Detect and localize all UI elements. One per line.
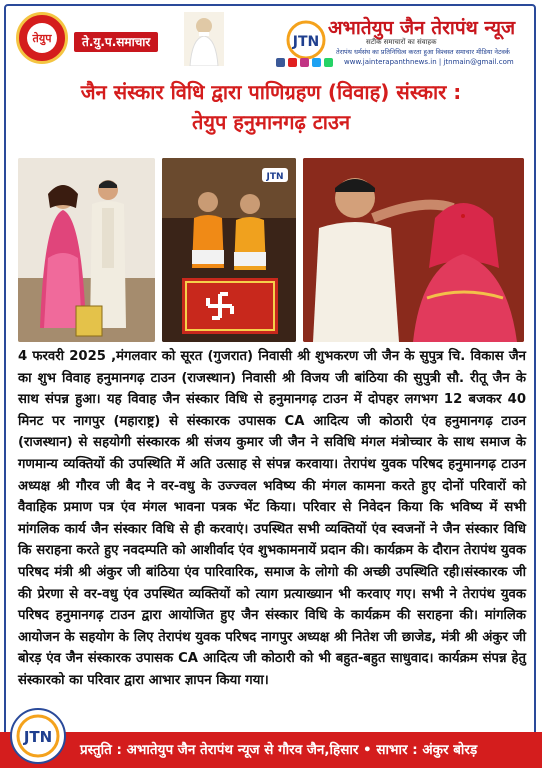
header <box>6 6 536 72</box>
photo-watermark: JTN <box>266 172 284 182</box>
footer-logo-text: JTN <box>23 728 53 746</box>
article-body: 4 फरवरी 2025 ,मंगलवार को सूरत (गुजरात) निवासी श्री शुभकरण जी जैन के सुपुत्र चि. विकास जैन का शुभ विवाह हनुमानगढ़ टाउन (राजस्थान) निवासी श्री विजय जी बांठिया की सुपुत्री सौ. रीतू जैन के साथ संपन्न हुआ। यह विवाह जैन संस्कार विधि से हनुमानगढ़ टाउन में दोपहर लगभग 12 बजकर 40 मिनट पर नागपुर (महाराष्ट्र) से संस्कारक उपासक CA आदित्य जी कोठारी एंव हनुमानगढ़ टाउन (राजस्थान) से सहयोगी संस्कारक श्री संजय कुमार जी जैन ने सविधि मंगल मंत्रोच्चार के साथ समाज के गणमान्य व्यक्तियों की उपस्थिति में अति उत्साह से संपन्न करवाया। तेरापंथ युवक परिषद हनुमानगढ़ टाउन अध्यक्ष श्री गौरव जी बैद ने वर-वधु के उज्ज्वल भविष्य की मंगल कामना करते हुए दोनों परिवारों को वैवाहिक प्रमाण पत्र एंव मंगल भावना पत्रक भेंट किया। परिवार से निवेदन किया कि भविष्य में सभी मांगलिक कार्य जैन संस्कार विधि से ही करवाएं। उपस्थित सभी व्यक्तियों एंव स्वजनों ने जैन संस्कार विधि कि सराहना करते हुए नवदम्पति को आशीर्वाद एंव शुभकामनायें प्रदान की। कार्यक्रम के दौरान तेरापंथ युवक परिषद मंत्री श्री अंकुर जी बांठिया एंव पारिवारिक, समाज के लोगो की अच्छी उपस्थिति रही।संस्कारक जी की प्रेरणा से वर-वधु एंव उपस्थित व्यक्तियों को त्याग प्रत्याख्यान भी करवाए गए। सभी ने तेरापंथ युवक परिषद हनुमानगढ़ टाउन द्वारा आयोजित हुए जैन संस्कार विधि के कार्यक्रम की सराहना की। मांगलिक आयोजन के सहयोग के लिए तेरापंथ युवक परिषद नागपुर अध्यक्ष श्री नितेश जी छाजेड, मंत्री श्री अंकुर जी बोरड़ एंव जैन संस्कारक उपासक CA आदित्य जी कोठारी को भी बहुत-बहुत साधुवाद। कार्यक्रम संपन्न हेतु संस्कारको का परिवार द्वारा आभार ज्ञापन किया गया। <box>18 349 526 688</box>
saint-portrait-icon <box>184 12 224 66</box>
ty-logo-text: तेयुप <box>27 23 57 53</box>
brand-title: अभातेयुप जैन तेरापंथ न्यूज <box>328 17 516 39</box>
jtn-logo <box>286 20 326 60</box>
whatsapp-icon[interactable] <box>324 58 333 67</box>
footer-credit: प्रस्तुति : अभातेयुप जैन तेरापंथ न्यूज से गौरव जैन,हिसार • साभार : अंकुर बोरड़ <box>80 742 478 758</box>
brand-subtagline: तेरापंथ धर्मसंघ का प्रतिनिधित्व करता हुआ विश्वस्त समाचार मीडिया नेटवर्क <box>336 48 510 56</box>
jtn-logo-text: JTN <box>292 34 320 50</box>
couple-standing-photo <box>18 158 155 342</box>
news-badge: ते.यु.प.समाचार <box>74 32 158 52</box>
sindoor-ritual-photo <box>303 158 524 342</box>
contact-info[interactable]: www.jainterapanthnews.in | jtnmain@gmail.com <box>344 58 514 66</box>
headline-line-1: जैन संस्कार विधि द्वारा पाणिग्रहण (विवाह) संस्कार : <box>80 80 462 104</box>
footer-jtn-logo <box>10 708 66 764</box>
youtube-icon[interactable] <box>288 58 297 67</box>
twitter-icon[interactable] <box>312 58 321 67</box>
headline-line-2: तेयुप हनुमानगढ़ टाउन <box>191 110 351 134</box>
instagram-icon[interactable] <box>300 58 309 67</box>
social-icons <box>276 58 333 67</box>
brand-tagline: सटीक समाचारों का संवाहक <box>366 38 437 46</box>
footer <box>0 708 542 768</box>
terapanth-yuvak-parishad-logo <box>16 12 68 64</box>
ceremony-officiants-photo <box>162 158 296 342</box>
facebook-icon[interactable] <box>276 58 285 67</box>
